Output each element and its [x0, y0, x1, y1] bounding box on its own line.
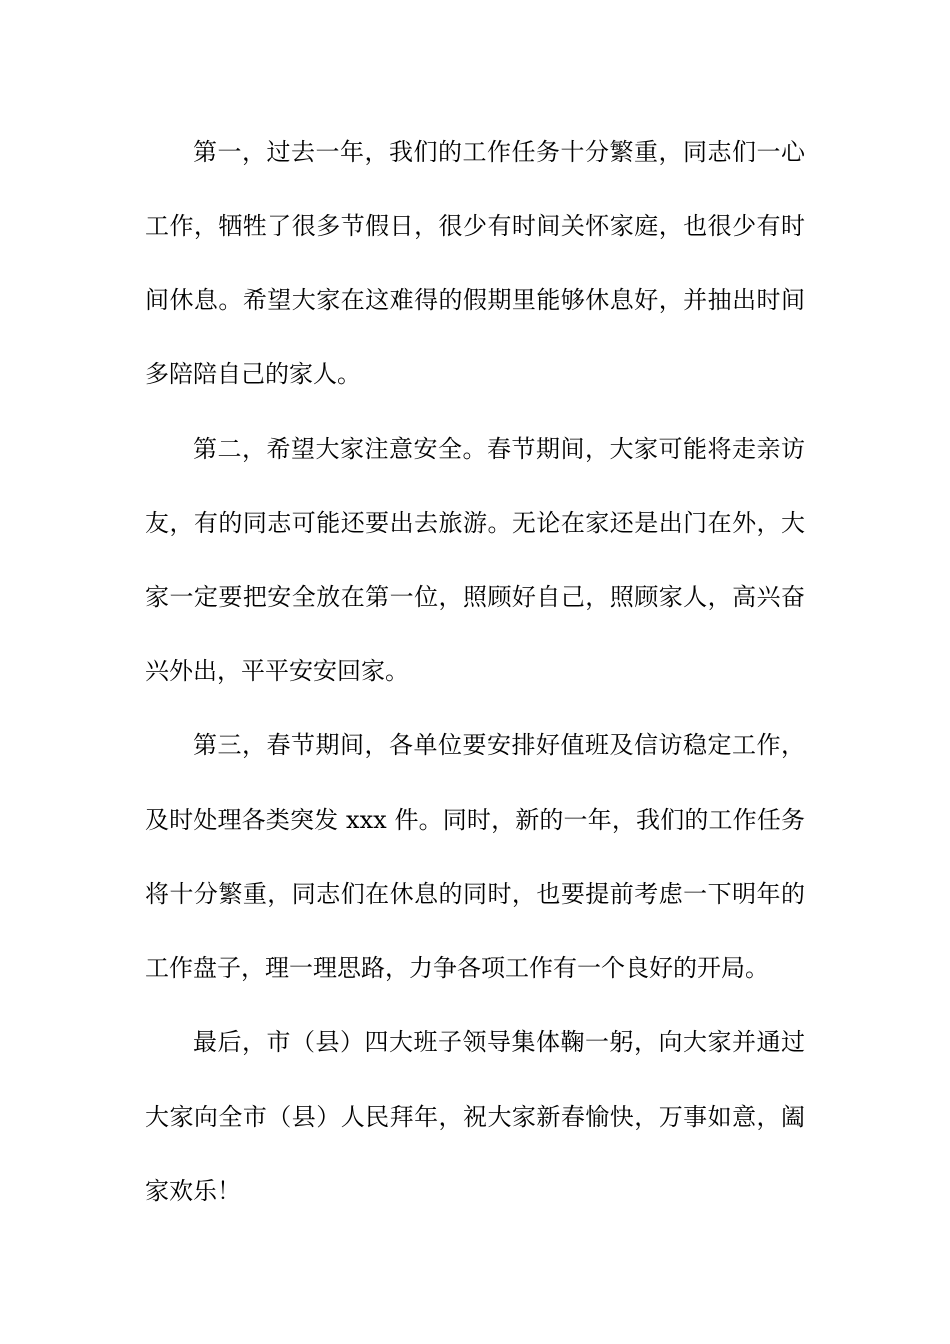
paragraph-3-line-3: 将十分繁重，同志们在休息的同时，也要提前考虑一下明年的 [145, 880, 805, 908]
paragraph-1-line-3: 间休息。希望大家在这难得的假期里能够休息好，并抽出时间 [145, 286, 805, 314]
paragraph-2-line-4: 兴外出，平平安安回家。 [145, 657, 409, 685]
paragraph-3-line-1: 第三，春节期间，各单位要安排好值班及信访稳定工作， [193, 731, 805, 759]
paragraph-4-line-1: 最后，市（县）四大班子领导集体鞠一躬，向大家并通过 [193, 1028, 805, 1056]
paragraph-2-line-3: 家一定要把安全放在第一位，照顾好自己，照顾家人，高兴奋 [145, 583, 805, 611]
paragraph-2-line-1: 第二，希望大家注意安全。春节期间，大家可能将走亲访 [193, 435, 805, 463]
paragraph-1-line-4: 多陪陪自己的家人。 [145, 360, 361, 388]
paragraph-1-line-2: 工作，牺牲了很多节假日，很少有时间关怀家庭，也很少有时 [145, 212, 805, 240]
paragraph-3-line-2: 及时处理各类突发 xxx 件。同时，新的一年，我们的工作任务 [145, 806, 805, 834]
paragraph-3-line-4: 工作盘子，理一理思路，力争各项工作有一个良好的开局。 [145, 954, 769, 982]
paragraph-4-line-3: 家欢乐！ [145, 1177, 241, 1205]
paragraph-2-line-2: 友，有的同志可能还要出去旅游。无论在家还是出门在外，大 [145, 509, 805, 537]
paragraph-4-line-2: 大家向全市（县）人民拜年，祝大家新春愉快，万事如意，阖 [145, 1103, 805, 1131]
paragraph-1-line-1: 第一，过去一年，我们的工作任务十分繁重，同志们一心 [193, 138, 805, 166]
